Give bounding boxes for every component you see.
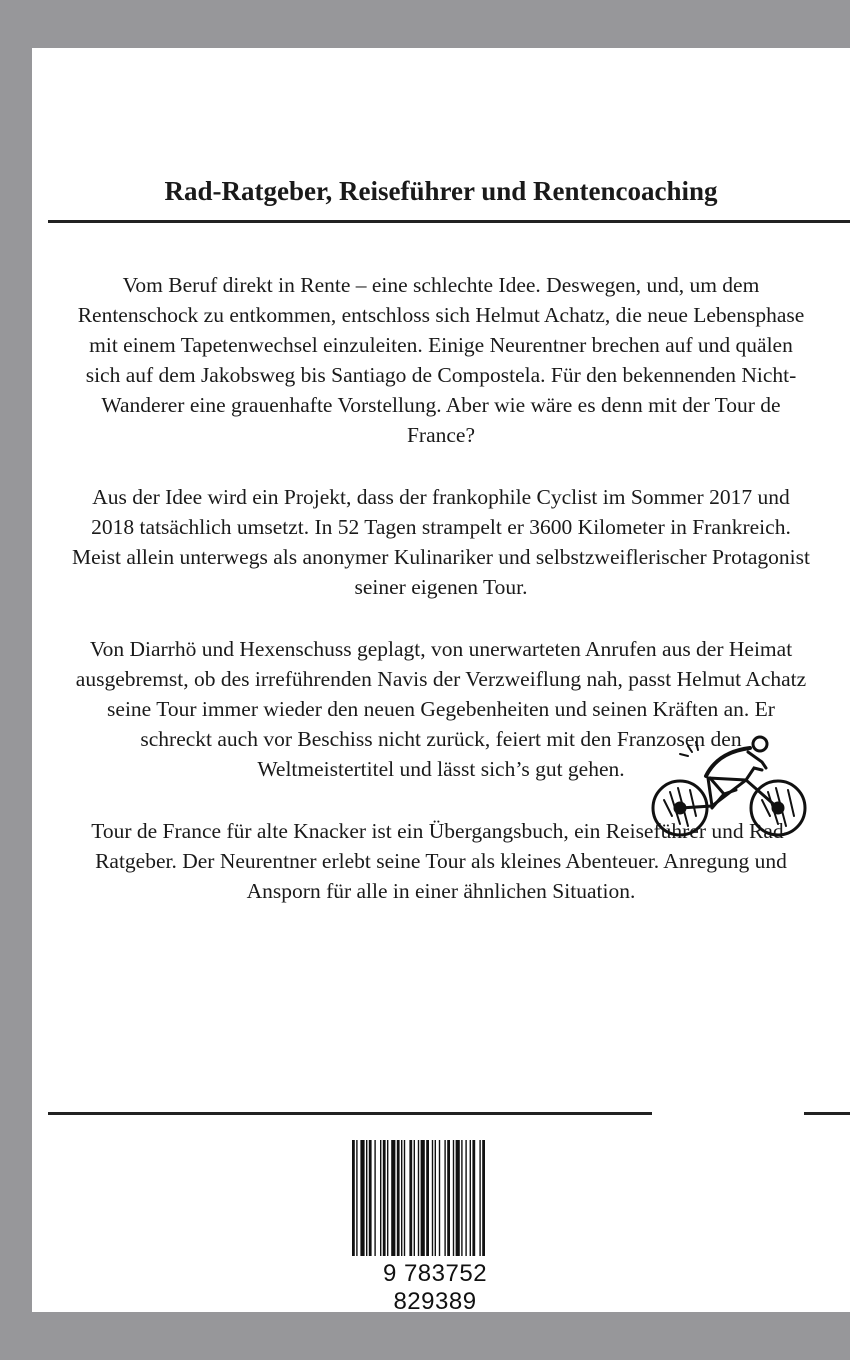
blurb-paragraph-1: Vom Beruf direkt in Rente – eine schlechte Idee. Deswegen, und, um dem Rentenschock zu entkommen, entschloss sich Helmut Achatz, die neue Lebensphase mit einem Tapetenwechsel einzuleiten. Einige Neurentner brechen auf und quälen sich auf dem Jakobsweg bis Santiago de Compostela. Für den bekennenden Nicht-Wanderer eine grauenhafte Vorstellung. Aber wie wäre es denn mit der Tour de France? (77, 273, 805, 447)
barcode-bar (409, 1140, 412, 1256)
barcode-bar (472, 1140, 475, 1256)
blurb-paragraph-3: Von Diarrhö und Hexenschuss geplagt, von unerwarteten Anrufen aus der Heimat ausgebremst, ob des irreführenden Navis der Verzweiflung nah, passt Helmut Achatz seine Tour immer wieder den neuen Gegebenheiten und seinen Kräften an. Er schreckt auch vor Beschiss nicht zurück, feiert mit den Franzosen den Weltmeistertitel und lässt sich’s gut gehen. (75, 637, 807, 781)
barcode-bar (470, 1140, 471, 1256)
barcode-bar (369, 1140, 372, 1256)
barcode-bar (397, 1140, 400, 1256)
barcode-bar (439, 1140, 440, 1256)
barcode-bar (401, 1140, 402, 1256)
barcode-bar (482, 1140, 485, 1256)
barcode-bar (444, 1140, 445, 1256)
back-cover-page (32, 48, 850, 1315)
blurb-paragraph-4: Tour de France für alte Knacker ist ein Übergangsbuch, ein Reiseführer und Rad-Ratgeber. Der Neurentner erlebt seine Tour als kleines Abenteuer. Anregung und Ansporn für alle in einer ähnlichen Situation. (91, 819, 791, 903)
barcode-bar (352, 1140, 355, 1256)
bottom-divider-left (48, 1112, 652, 1115)
barcode-bar (479, 1140, 480, 1256)
barcode (340, 1140, 530, 1315)
barcode-bar (432, 1140, 433, 1256)
top-divider (48, 220, 850, 223)
headline: Rad-Ratgeber, Reiseführer und Rentencoaching (164, 176, 718, 206)
barcode-bar (380, 1140, 381, 1256)
barcode-bar (391, 1140, 395, 1256)
barcode-bar (387, 1140, 388, 1256)
barcode-bar (461, 1140, 462, 1256)
barcode-bar (421, 1140, 425, 1256)
barcode-bar (456, 1140, 460, 1256)
barcode-bar (356, 1140, 357, 1256)
barcode-bar (418, 1140, 419, 1256)
cyclist-icon (650, 728, 810, 848)
barcode-bar (453, 1140, 454, 1256)
barcode-bar (426, 1140, 429, 1256)
barcode-bar (404, 1140, 405, 1256)
barcode-bar (435, 1140, 436, 1256)
barcode-bar (360, 1140, 364, 1256)
isbn-number: 9 783752 829389 (382, 1260, 488, 1315)
barcode-bar (447, 1140, 450, 1256)
barcode-bar (414, 1140, 415, 1256)
blurb-paragraph-2: Aus der Idee wird ein Projekt, dass der frankophile Cyclist im Sommer 2017 und 2018 tatsächlich umsetzt. In 52 Tagen strampelt er 3600 Kilometer in Frankreich. Meist allein unterwegs als anonymer Kulinariker und selbstzweiflerischer Protagonist seiner eigenen Tour. (72, 485, 810, 599)
barcode-bars (340, 1140, 530, 1262)
barcode-bar (374, 1140, 375, 1256)
barcode-bar (366, 1140, 367, 1256)
barcode-bar (465, 1140, 466, 1256)
barcode-bar (383, 1140, 386, 1256)
bottom-divider-right (804, 1112, 850, 1115)
